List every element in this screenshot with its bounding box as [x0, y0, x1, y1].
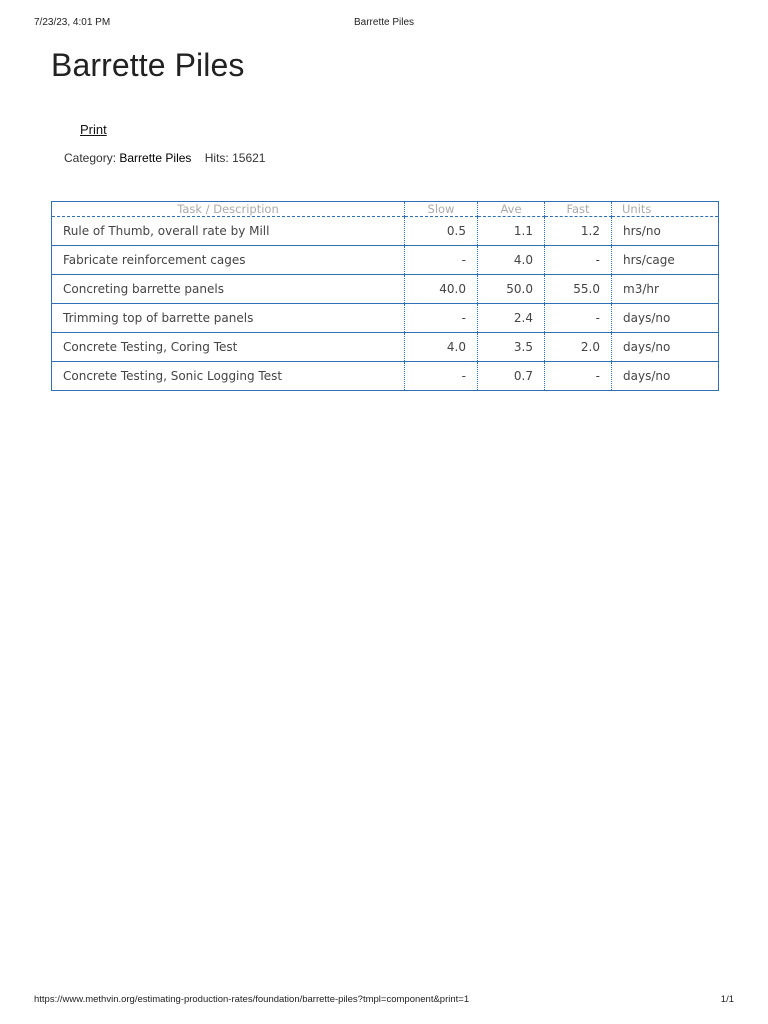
table-row — [52, 246, 719, 275]
cell-ave: 1.1 — [478, 217, 545, 246]
cell-ave: 50.0 — [478, 275, 545, 304]
cell-units: hrs/cage — [612, 246, 719, 275]
table-row — [52, 333, 719, 362]
cell-slow: - — [405, 304, 478, 333]
cell-task: Concreting barrette panels — [52, 275, 405, 304]
cell-fast: - — [545, 246, 612, 275]
hits-value: 15621 — [232, 151, 266, 165]
category-label: Category: — [64, 151, 117, 165]
header-task: Task / Description — [52, 202, 405, 217]
cell-ave: 3.5 — [478, 333, 545, 362]
print-page-number: 1/1 — [720, 994, 734, 1005]
cell-units: days/no — [612, 362, 719, 391]
table-row — [52, 275, 719, 304]
cell-fast: - — [545, 304, 612, 333]
cell-ave: 2.4 — [478, 304, 545, 333]
table-header-row — [52, 202, 719, 217]
cell-slow: 0.5 — [405, 217, 478, 246]
cell-units: days/no — [612, 304, 719, 333]
category-value: Barrette Piles — [119, 151, 192, 165]
header-fast: Fast — [545, 202, 612, 217]
hits-label: Hits: — [204, 151, 229, 165]
page-title: Barrette Piles — [51, 47, 245, 83]
cell-slow: - — [405, 246, 478, 275]
article-meta — [64, 151, 265, 165]
table-row — [52, 304, 719, 333]
cell-fast: - — [545, 362, 612, 391]
production-rates-table — [51, 201, 719, 391]
cell-task: Trimming top of barrette panels — [52, 304, 405, 333]
print-footer-url: https://www.methvin.org/estimating-production-rates/foundation/barrette-piles?tmpl=component&print=1 — [34, 994, 470, 1005]
cell-fast: 2.0 — [545, 333, 612, 362]
print-doc-title: Barrette Piles — [353, 17, 415, 28]
cell-slow: 40.0 — [405, 275, 478, 304]
cell-fast: 55.0 — [545, 275, 612, 304]
cell-slow: - — [405, 362, 478, 391]
cell-task: Rule of Thumb, overall rate by Mill — [63, 224, 270, 238]
header-units: Units — [612, 202, 719, 217]
cell-units: days/no — [612, 333, 719, 362]
table-row — [52, 362, 719, 391]
cell-task: Concrete Testing, Coring Test — [52, 333, 405, 362]
cell-slow: 4.0 — [405, 333, 478, 362]
cell-ave: 0.7 — [478, 362, 545, 391]
header-ave: Ave — [478, 202, 545, 217]
header-slow: Slow — [405, 202, 478, 217]
table-row — [52, 217, 719, 246]
print-link[interactable]: Print — [80, 122, 107, 137]
cell-fast: 1.2 — [545, 217, 612, 246]
print-datetime: 7/23/23, 4:01 PM — [34, 17, 111, 28]
cell-units: hrs/no — [612, 217, 719, 246]
cell-units: m3/hr — [612, 275, 719, 304]
cell-task: Fabricate reinforcement cages — [52, 246, 405, 275]
cell-task: Concrete Testing, Sonic Logging Test — [52, 362, 405, 391]
cell-ave: 4.0 — [478, 246, 545, 275]
